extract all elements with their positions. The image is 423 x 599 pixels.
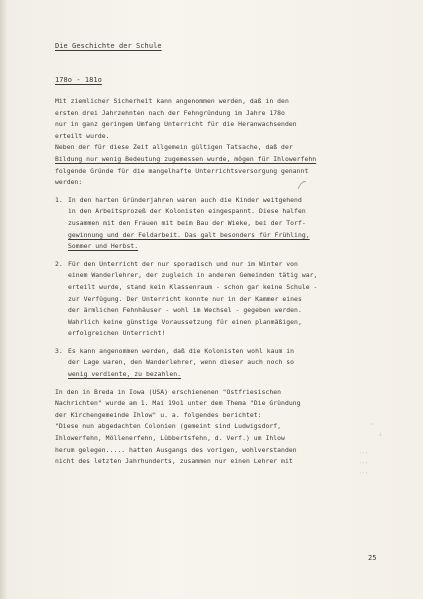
text-line: nicht des letzten Jahrhunderts, zusammen nur einen Lehrer mit: [55, 457, 293, 466]
text-line: Ihlowerfehn, Möllenerfehn, Lübbertsfehn, d. Verf.) um Ihlow: [55, 434, 285, 443]
text-line: der Kirchengemeinde Ihlow" u. a. folgendes berichtet:: [55, 410, 262, 419]
text-line: Nachrichten" wurde am 1. Mai 19o1 unter dem Thema "Die Gründung: [55, 399, 301, 408]
text-line: Es kann angenommen werden, daß die Kolonisten wohl kaum in: [68, 346, 295, 355]
text-line: erteilt wurde.: [55, 131, 110, 140]
text-line: "Diese nun abgedachten Colonien (gemeint sind Ludwigsdorf,: [55, 422, 282, 431]
text-line: der ärmlichen Fehnhäuser - wohl im Wechsel - gegeben werden.: [68, 306, 302, 315]
closing-paragraph: [55, 387, 380, 468]
page-number: 25: [368, 554, 377, 562]
text-line: Wahrlich keine günstige Voraussetzung für einen planmäßigen,: [68, 317, 302, 326]
document-title: Die Geschichte der Schule: [55, 42, 162, 50]
text-line: der Lage waren, den Wanderlehrer, wenn dieser auch noch so: [68, 358, 295, 367]
page-shadow-edge: [0, 0, 7, 599]
text-line: herum gelegen..... hatten Ausgangs des vorigen, wohlverstanden: [55, 445, 297, 454]
period-heading: 178o - 181o: [55, 76, 102, 84]
text-line: zur Verfügung. Der Unterricht konnte nur in der Kammer eines: [68, 294, 302, 303]
text-line: folgende Gründe für die mangelhafte Unterrichtsversorgung genannt: [55, 166, 309, 175]
text-line: erteilt wurde, stand kein Klassenraum - schon gar keine Schule -: [68, 282, 318, 291]
text-line: Für den Unterricht der nur sporadisch und nur im Winter von: [68, 259, 298, 268]
list-number: 1.: [55, 195, 63, 204]
list-number: 2.: [55, 259, 63, 268]
text-line: in den Arbeitsprozeß der Kolonisten eingespannt. Diese halfen: [68, 207, 306, 216]
list-number: 3.: [55, 346, 63, 355]
text-line: Mit ziemlicher Sicherheit kann angenommen werden, daß in den: [55, 97, 289, 105]
text-line: In den harten Gründerjahren waren auch die Kinder weitgehend: [68, 195, 302, 204]
list-item-3: [55, 346, 380, 381]
list-item-2: [55, 259, 380, 340]
text-line: Sommer und Herbst.: [68, 242, 139, 251]
text-line: zusammen mit den Frauen mit beim Bau der Wieke, bei der Torf-: [68, 218, 306, 227]
text-line: erfolgreichen Unterricht!: [68, 329, 166, 338]
text-line: Bildung nur wenig Bedeutung zugemessen wurde, mögen für Ihlowerfehn: [55, 154, 317, 163]
document-body: [55, 40, 380, 468]
text-line: einem Wanderlehrer, der zugleich in anderen Gemeinden tätig war,: [68, 271, 318, 280]
text-line: In den in Breda in Iowa (USA) erschienenen "Ostfriesischen: [55, 387, 282, 396]
text-line: gewinnung und der Feldarbeit. Das galt besonders für Frühling,: [68, 230, 310, 239]
list-item-1: [55, 195, 380, 253]
text-line: Neben der für diese Zeit allgemein gültigen Tatsache, daß der: [55, 143, 293, 152]
faint-margin-annotations: ~ ↓ ' ' ' ' ' ' ' ' ': [360, 422, 383, 478]
text-line: ersten drei Jahrzehnten nach der Fehngründung im Jahre 178o: [55, 108, 285, 117]
text-line: wenig verdiente, zu bezahlen.: [68, 370, 182, 379]
intro-paragraph: [55, 96, 380, 189]
text-line: nur in ganz geringem Umfang Unterricht für die Heranwachsenden: [55, 120, 297, 129]
text-line: werden:: [55, 178, 83, 187]
